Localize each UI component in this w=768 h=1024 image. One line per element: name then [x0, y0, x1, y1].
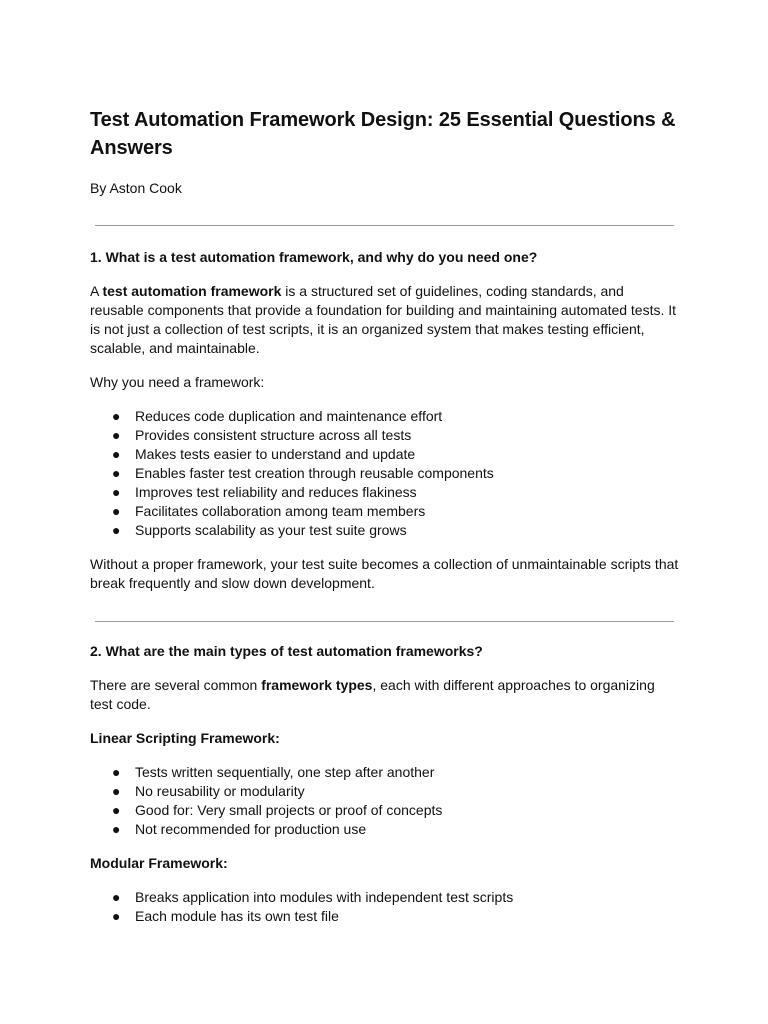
list-item: ● Supports scalability as your test suite grows — [112, 522, 407, 538]
intro-prefix: A — [90, 283, 103, 299]
list-item: ● Enables faster test creation through reusable components — [112, 465, 494, 481]
list-item: ● Breaks application into modules with independent test scripts — [112, 889, 514, 905]
section-divider — [95, 621, 674, 622]
intro-suffix: is a structured set of guidelines, coding standards, and reusable components that provide a foundation for building and maintaining automated tests. It is not just a collection of test scripts, it is an organized system that makes testing efficient, scalable, and maintainable. — [90, 283, 677, 356]
bullet-icon: ● — [112, 764, 121, 780]
bullet-icon: ● — [112, 783, 121, 799]
bullet-icon: ● — [112, 802, 121, 818]
bullet-icon: ● — [112, 503, 121, 519]
intro-bold-term: framework types — [261, 677, 373, 693]
list-item: ● Not recommended for production use — [112, 821, 367, 837]
bullet-icon: ● — [112, 446, 121, 462]
bullet-icon: ● — [112, 889, 121, 905]
bullet-icon: ● — [112, 522, 121, 538]
modular-framework-list — [90, 888, 680, 926]
question-2-intro — [90, 676, 680, 714]
bullet-icon: ● — [112, 484, 121, 500]
document-title: Test Automation Framework Design: 25 Essential Questions & Answers — [90, 109, 676, 159]
list-item: ● Each module has its own test file — [112, 908, 339, 924]
bullet-icon: ● — [112, 465, 121, 481]
list-item: ● Provides consistent structure across all tests — [112, 427, 412, 443]
list-item: ● No reusability or modularity — [112, 783, 305, 799]
document-body — [90, 106, 680, 926]
list-item: ● Improves test reliability and reduces flakiness — [112, 484, 417, 500]
bullet-icon: ● — [112, 908, 121, 924]
why-framework-label: Why you need a framework: — [90, 374, 265, 390]
list-item: ● Tests written sequentially, one step after another — [112, 764, 435, 780]
modular-framework-title: Modular Framework: — [90, 855, 228, 871]
intro-bold-term: test automation framework — [102, 283, 282, 299]
section-divider — [95, 225, 674, 226]
linear-framework-list — [90, 763, 680, 839]
reasons-list — [90, 407, 680, 540]
intro-suffix: , each with different approaches to organizing test code. — [90, 677, 655, 712]
list-item: ● Facilitates collaboration among team members — [112, 503, 426, 519]
list-item: ● Makes tests easier to understand and update — [112, 446, 416, 462]
list-item: ● Good for: Very small projects or proof of concepts — [112, 802, 443, 818]
intro-prefix: There are several common — [90, 677, 262, 693]
question-1-intro — [90, 282, 680, 358]
list-item: ● Reduces code duplication and maintenance effort — [112, 408, 443, 424]
question-1-closing: Without a proper framework, your test suite becomes a collection of unmaintainable scripts that break frequently and slow down development. — [90, 556, 679, 591]
bullet-icon: ● — [112, 427, 121, 443]
question-1-heading: 1. What is a test automation framework, and why do you need one? — [90, 249, 538, 265]
author-byline: By Aston Cook — [90, 180, 182, 196]
linear-framework-title: Linear Scripting Framework: — [90, 730, 280, 746]
question-2-heading: 2. What are the main types of test automation frameworks? — [90, 643, 483, 659]
bullet-icon: ● — [112, 408, 121, 424]
bullet-icon: ● — [112, 821, 121, 837]
